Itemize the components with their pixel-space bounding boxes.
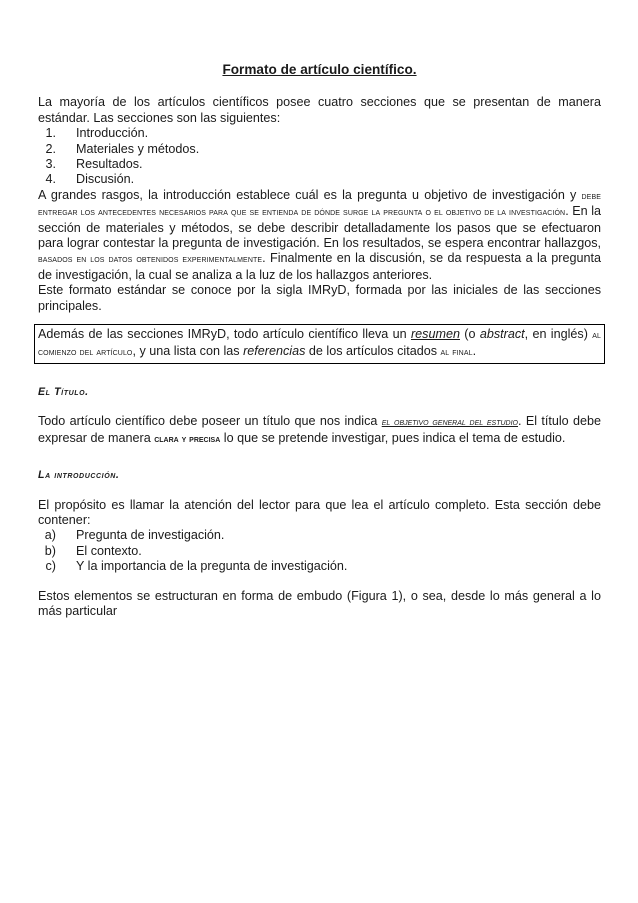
emphasis-text: resumen [410, 327, 460, 342]
list-label: El contexto. [76, 543, 142, 558]
text-run: lo que se pretende investigar, pues indica el tema de estudio. [220, 430, 566, 445]
list-label: Materiales y métodos. [76, 141, 200, 156]
list-item [38, 559, 601, 574]
text-run: . El título debe expresar de manera [38, 414, 602, 445]
small-caps-text: el objetivo general del estudio [381, 417, 518, 429]
list-label: Resultados. [76, 157, 143, 172]
list-item [38, 528, 601, 543]
list-item [38, 126, 601, 141]
list-number: a) [44, 528, 56, 543]
box-paragraph [38, 327, 601, 360]
text-run: , y una lista con las [132, 343, 244, 358]
list-number: 3. [45, 157, 56, 172]
small-caps-text: al final [440, 346, 473, 358]
text-run: A grandes rasgos, la introducción establece cuál es la pregunta u objetivo de investigación y [38, 187, 582, 202]
list-item [38, 172, 601, 187]
list-number: b) [44, 543, 56, 558]
list-item [38, 142, 601, 157]
list-item [38, 157, 601, 172]
list-label: Pregunta de investigación. [76, 528, 225, 543]
list-number: 1. [45, 126, 56, 141]
sections-list [38, 126, 601, 188]
list-number: 2. [45, 141, 56, 156]
introduccion-paragraph-2: Estos elementos se estructuran en forma de embudo (Figura 1), o sea, desde lo más general a lo más particular [38, 588, 601, 618]
small-caps-text: basados en los datos obtenidos experimentalmente [38, 254, 263, 266]
text-run: . [472, 343, 477, 358]
section-heading-titulo [38, 384, 601, 400]
section-heading-introduccion [38, 467, 601, 483]
list-label: Y la importancia de la pregunta de investigación. [76, 559, 348, 574]
small-caps-text: debe entregar los antecedentes necesarios para que se entienda de dónde surge la pregunta o el objetivo de la investigación [38, 190, 601, 219]
document-page [38, 62, 601, 619]
emphasis-text: abstract [479, 327, 525, 342]
list-label: Introducción. [76, 126, 149, 141]
text-run: Todo artículo científico debe poseer un título que nos indica [38, 414, 382, 429]
text-run: (o [459, 327, 480, 342]
titulo-paragraph [38, 414, 601, 447]
highlight-box [34, 324, 605, 364]
text-run: , en inglés) [524, 327, 593, 342]
document-title: Formato de artículo científico. [222, 62, 417, 77]
list-number: c) [45, 559, 56, 574]
bold-small-caps-text: clara y precisa [154, 433, 221, 445]
spacer [38, 400, 601, 414]
list-number: 4. [45, 172, 56, 187]
spacer [38, 484, 601, 498]
heading-text: La introducción. [38, 469, 120, 482]
intro-paragraph-3: Este formato estándar se conoce por la sigla IMRyD, formada por las iniciales de las secciones principales. [38, 283, 601, 313]
introduccion-paragraph-1: El propósito es llamar la atención del lector para que lea el artículo completo. Esta sección debe contener: [38, 497, 601, 527]
intro-paragraph-1: La mayoría de los artículos científicos posee cuatro secciones que se presentan de manera estándar. Las secciones son las siguientes: [38, 95, 601, 125]
text-run: . En la sección de materiales y métodos, se debe describir detalladamente los pasos que se efectuaron para lograr contestar la pregunta de investigación. En los resultados, se espera encontrar hallazgos, [38, 204, 602, 251]
heading-text: El Título. [38, 385, 89, 398]
text-run: de los artículos citados [305, 343, 441, 358]
text-run: . Finalmente en la discusión, se da respuesta a la pregunta de investigación, la cual se analiza a la luz de los hallazgos anteriores. [38, 251, 601, 282]
emphasis-text: referencias [243, 343, 306, 358]
list-item [38, 544, 601, 559]
small-caps-text: al comienzo del artículo [38, 330, 601, 358]
text-run: Además de las secciones IMRyD, todo artículo científico lleva un [38, 327, 411, 342]
contents-list [38, 528, 601, 574]
intro-paragraph-2 [38, 188, 601, 283]
spacer [38, 575, 601, 589]
list-label: Discusión. [76, 172, 135, 187]
